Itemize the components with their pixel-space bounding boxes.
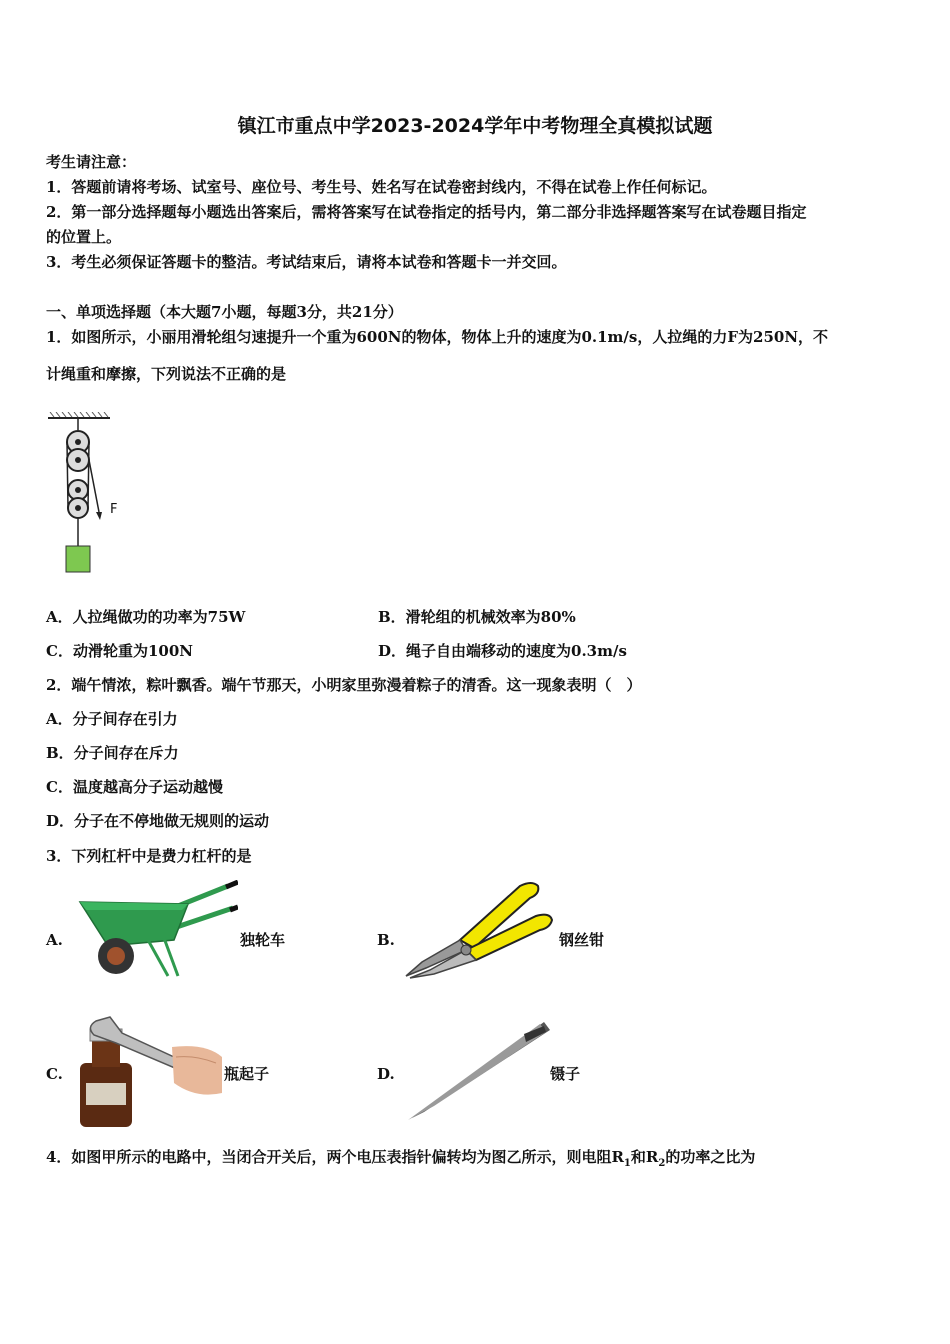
q4-stem bbox=[46, 1147, 755, 1174]
section-heading: 一、单项选择题（本大题7小题，每题3分，共21分） bbox=[46, 303, 403, 321]
q3-option-a-name: 独轮车 bbox=[240, 931, 286, 949]
q3-option-d-letter[interactable]: D. bbox=[377, 1065, 395, 1083]
pliers-image bbox=[400, 878, 560, 982]
q3-option-a-letter[interactable]: A. bbox=[46, 931, 63, 949]
force-label: F bbox=[110, 502, 118, 517]
q3-option-b-name: 钢丝钳 bbox=[559, 931, 605, 949]
q1-option-c[interactable]: C．动滑轮重为100N bbox=[46, 642, 193, 660]
notice-heading: 考生请注意： bbox=[46, 153, 137, 171]
notice-item-2: 2．第一部分选择题每小题选出答案后，需将答案写在试卷指定的括号内，第二部分非选择题答案写在试卷题目指定 bbox=[46, 203, 807, 221]
q2-stem: 2．端午情浓，粽叶飘香。端午节那天，小明家里弥漫着粽子的清香。这一现象表明（ ） bbox=[46, 676, 642, 694]
notice-item-2-cont: 的位置上。 bbox=[46, 228, 122, 246]
q3-option-c-name: 瓶起子 bbox=[224, 1065, 270, 1083]
r2-symbol: R bbox=[645, 1148, 659, 1166]
q3-option-c-letter[interactable]: C. bbox=[46, 1065, 63, 1083]
r1-symbol: R bbox=[611, 1148, 624, 1166]
notice-item-3: 3．考生必须保证答题卡的整洁。考试结束后，请将本试卷和答题卡一并交回。 bbox=[46, 253, 567, 271]
q1-option-a[interactable]: A．人拉绳做功的功率为75W bbox=[46, 608, 246, 626]
q2-option-a[interactable]: A．分子间存在引力 bbox=[46, 710, 178, 728]
q2-option-b[interactable]: B．分子间存在斥力 bbox=[46, 744, 179, 762]
page-title: 镇江市重点中学2023-2024学年中考物理全真模拟试题 bbox=[237, 115, 713, 137]
q3-option-d-name: 镊子 bbox=[550, 1065, 581, 1083]
pulley-system-figure bbox=[44, 412, 134, 580]
q1-option-b[interactable]: B．滑轮组的机械效率为80% bbox=[378, 608, 576, 626]
tweezers-image bbox=[404, 1020, 550, 1120]
q1-option-d[interactable]: D．绳子自由端移动的速度为0.3m/s bbox=[378, 642, 627, 660]
q3-option-b-letter[interactable]: B. bbox=[377, 931, 395, 949]
load-block bbox=[66, 546, 90, 572]
q3-stem: 3．下列杠杆中是费力杠杆的是 bbox=[46, 847, 252, 865]
wheelbarrow-image bbox=[78, 880, 238, 980]
r2-subscript: 2 bbox=[658, 1158, 666, 1169]
notice-item-1: 1．答题前请将考场、试室号、座位号、考生号、姓名写在试卷密封线内，不得在试卷上作任何标记。 bbox=[46, 178, 717, 196]
bottle-opener-image bbox=[76, 1013, 224, 1127]
q4-stem-suffix: 的功率之比为 bbox=[665, 1148, 756, 1166]
r1-subscript: 1 bbox=[623, 1158, 631, 1169]
q2-option-c[interactable]: C．温度越高分子运动越慢 bbox=[46, 778, 223, 796]
q1-stem-line1: 1．如图所示，小丽用滑轮组匀速提升一个重为600N的物体，物体上升的速度为0.1m/s，人拉绳的力F为250N，不 bbox=[46, 328, 829, 346]
q2-option-d[interactable]: D．分子在不停地做无规则的运动 bbox=[46, 812, 270, 830]
q4-stem-prefix: 4．如图甲所示的电路中，当闭合开关后，两个电压表指针偏转均为图乙所示，则电阻 bbox=[46, 1148, 612, 1166]
q1-stem-line2: 计绳重和摩擦，下列说法不正确的是 bbox=[46, 365, 287, 383]
q4-stem-mid: 和 bbox=[630, 1148, 646, 1166]
